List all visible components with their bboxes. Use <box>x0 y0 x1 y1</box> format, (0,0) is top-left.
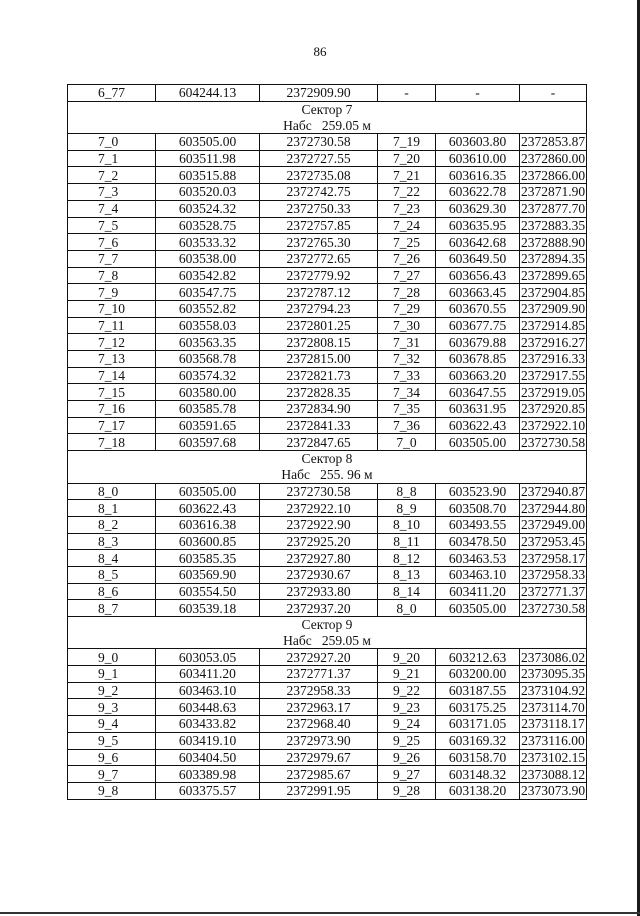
x-coordinate-cell: 603569.90 <box>156 566 260 583</box>
y-coordinate-cell: 2372944.80 <box>520 500 586 516</box>
point-label-cell: 7_13 <box>68 351 156 368</box>
x-coordinate-cell: 603585.35 <box>156 550 260 567</box>
x-coordinate-cell: 603622.43 <box>436 417 520 434</box>
y-coordinate-cell: 2372828.35 <box>260 384 378 401</box>
table-row <box>68 434 587 451</box>
point-label-cell: 8_11 <box>378 533 436 550</box>
point-label-cell: 7_7 <box>68 250 156 267</box>
x-coordinate-cell: 603603.80 <box>436 134 520 151</box>
x-coordinate-cell: 603677.75 <box>436 317 520 334</box>
point-label-cell: 7_3 <box>68 184 156 201</box>
x-coordinate-cell: 603616.35 <box>436 167 520 184</box>
point-label-cell: 8_14 <box>378 583 436 600</box>
point-label-cell: 9_21 <box>378 666 436 683</box>
x-coordinate-cell: 603547.75 <box>156 284 260 301</box>
y-coordinate-cell: 2372933.80 <box>260 583 378 600</box>
x-coordinate-cell: 603505.00 <box>156 483 260 500</box>
x-coordinate-cell: 603463.10 <box>436 566 520 583</box>
x-coordinate-cell: 603542.82 <box>156 267 260 284</box>
point-label-cell: 7_35 <box>378 401 436 418</box>
point-label-cell: 7_18 <box>68 434 156 451</box>
x-coordinate-cell: 603670.55 <box>436 300 520 317</box>
table-row <box>68 384 587 401</box>
point-label-cell: 9_7 <box>68 766 156 783</box>
y-coordinate-cell: 2372899.65 <box>520 267 586 283</box>
x-coordinate-cell: 603649.50 <box>436 250 520 267</box>
y-coordinate-cell: 2372930.67 <box>260 566 378 583</box>
point-label-cell: 7_11 <box>68 317 156 334</box>
x-coordinate-cell: 603679.88 <box>436 334 520 351</box>
point-label-cell: 9_27 <box>378 766 436 783</box>
x-coordinate-cell: 603515.88 <box>156 167 260 184</box>
point-label-cell: 9_1 <box>68 666 156 683</box>
x-coordinate-cell: 603148.32 <box>436 766 520 783</box>
table-row <box>68 600 587 617</box>
point-label-cell: 7_15 <box>68 384 156 401</box>
y-coordinate-cell: 2373095.35 <box>520 666 586 682</box>
table-row <box>68 682 587 699</box>
sector-title: Сектор 8 <box>68 451 587 467</box>
table-row <box>68 334 587 351</box>
y-coordinate-cell: 2372953.45 <box>520 533 586 549</box>
table-row <box>68 566 587 583</box>
y-coordinate-cell: 2372765.30 <box>260 234 378 251</box>
y-coordinate-cell: 2372771.37 <box>260 666 378 683</box>
point-label-cell: 7_27 <box>378 267 436 284</box>
y-coordinate-cell: 2372958.33 <box>260 682 378 699</box>
x-coordinate-cell: 603448.63 <box>156 699 260 716</box>
point-label-cell: 7_22 <box>378 184 436 201</box>
x-coordinate-cell: 603656.43 <box>436 267 520 284</box>
x-coordinate-cell: 603591.65 <box>156 417 260 434</box>
point-label-cell: 7_4 <box>68 200 156 217</box>
x-coordinate-cell: 603568.78 <box>156 351 260 368</box>
y-coordinate-cell: 2372973.90 <box>260 732 378 749</box>
point-label-cell: 7_25 <box>378 234 436 251</box>
table-row <box>68 267 587 284</box>
y-coordinate-cell: 2372916.27 <box>520 334 586 350</box>
y-coordinate-cell: 2372847.65 <box>260 434 378 451</box>
point-label-cell: 9_26 <box>378 749 436 766</box>
point-label-cell: 7_32 <box>378 351 436 368</box>
y-coordinate-cell: 2372894.35 <box>520 251 586 267</box>
x-coordinate-cell: 603463.10 <box>156 682 260 699</box>
point-label-cell: 7_19 <box>378 134 436 151</box>
point-label-cell: 8_6 <box>68 583 156 600</box>
x-coordinate-cell: 603539.18 <box>156 600 260 617</box>
table-row <box>68 367 587 384</box>
point-label-cell: 7_29 <box>378 300 436 317</box>
y-coordinate-cell: 2372730.58 <box>260 483 378 500</box>
x-coordinate-cell: 603493.55 <box>436 516 520 533</box>
point-label-cell: 8_10 <box>378 516 436 533</box>
point-label-cell: 7_9 <box>68 284 156 301</box>
x-coordinate-cell: 603505.00 <box>436 600 520 617</box>
sector-height: Набс 259.05 м <box>68 117 587 133</box>
x-coordinate-cell: 603663.45 <box>436 284 520 301</box>
point-label-cell: 9_5 <box>68 732 156 749</box>
y-coordinate-cell: 2372815.00 <box>260 351 378 368</box>
y-coordinate-cell: 2372909.90 <box>520 301 586 317</box>
x-coordinate-cell: 603463.53 <box>436 550 520 567</box>
y-coordinate-cell: 2373073.90 <box>520 783 586 799</box>
table-row <box>68 483 587 500</box>
sector-height: Набс 255. 96 м <box>68 467 587 483</box>
table-row <box>68 184 587 201</box>
point-label-cell: 9_28 <box>378 782 436 799</box>
point-label-cell: 9_6 <box>68 749 156 766</box>
point-label-cell: 9_4 <box>68 716 156 733</box>
sector-height-row <box>68 467 587 483</box>
y-coordinate-cell: 2372877.70 <box>520 201 586 217</box>
point-label-cell: 7_30 <box>378 317 436 334</box>
x-coordinate-cell: 603171.05 <box>436 716 520 733</box>
point-label-cell: 8_12 <box>378 550 436 567</box>
y-coordinate-cell: 2372917.55 <box>520 368 586 384</box>
y-coordinate-cell: 2372920.85 <box>520 401 586 417</box>
point-label-cell: 9_25 <box>378 732 436 749</box>
y-coordinate-cell: 2372958.17 <box>520 550 586 566</box>
point-label-cell: 7_0 <box>68 134 156 151</box>
x-coordinate-cell: 603533.32 <box>156 234 260 251</box>
y-coordinate-cell: 2372866.00 <box>520 167 586 183</box>
point-label-cell: 7_1 <box>68 150 156 167</box>
point-label-cell: 8_1 <box>68 500 156 517</box>
x-coordinate-cell: 603642.68 <box>436 234 520 251</box>
y-coordinate-cell: 2372730.58 <box>260 134 378 151</box>
x-coordinate-cell: 603635.95 <box>436 217 520 234</box>
table-row <box>68 500 587 517</box>
point-label-cell: 8_9 <box>378 500 436 517</box>
point-label-cell: 8_5 <box>68 566 156 583</box>
y-coordinate-cell: 2372927.20 <box>260 649 378 666</box>
y-coordinate-cell: 2372958.33 <box>520 567 586 583</box>
y-coordinate-cell: 2372925.20 <box>260 533 378 550</box>
sector-height-row <box>68 117 587 133</box>
y-coordinate-cell: 2372834.90 <box>260 401 378 418</box>
page-number: 86 <box>313 44 327 59</box>
point-label-cell: 7_0 <box>378 434 436 451</box>
y-coordinate-cell: 2372730.58 <box>520 434 586 450</box>
x-coordinate-cell: 603524.32 <box>156 200 260 217</box>
y-coordinate-cell: 2372979.67 <box>260 749 378 766</box>
table-row <box>68 134 587 151</box>
x-coordinate-cell: 603574.32 <box>156 367 260 384</box>
y-coordinate-cell: 2372853.87 <box>520 134 586 150</box>
point-label-cell: 7_23 <box>378 200 436 217</box>
point-label-cell: 7_10 <box>68 300 156 317</box>
y-coordinate-cell: 2372922.90 <box>260 516 378 533</box>
y-coordinate-cell: 2372727.55 <box>260 150 378 167</box>
x-coordinate-cell: 603411.20 <box>156 666 260 683</box>
table-row <box>68 217 587 234</box>
table-row <box>68 401 587 418</box>
y-coordinate-cell: 2372963.17 <box>260 699 378 716</box>
x-coordinate-cell: 603200.00 <box>436 666 520 683</box>
point-label-cell: 7_21 <box>378 167 436 184</box>
x-coordinate-cell: 603478.50 <box>436 533 520 550</box>
y-coordinate-cell: 2372841.33 <box>260 417 378 434</box>
point-label-cell: 8_0 <box>68 483 156 500</box>
point-label-cell: - <box>378 85 436 102</box>
y-coordinate-cell: 2372757.85 <box>260 217 378 234</box>
x-coordinate-cell: 603053.05 <box>156 649 260 666</box>
y-coordinate-cell: 2372949.00 <box>520 517 586 533</box>
sector-height-row <box>68 633 587 649</box>
point-label-cell: 9_23 <box>378 699 436 716</box>
y-coordinate-cell: 2373114.70 <box>521 699 585 715</box>
y-coordinate-cell: 2372922.10 <box>520 418 586 434</box>
table-row <box>68 732 587 749</box>
x-coordinate-cell: 603169.32 <box>436 732 520 749</box>
x-coordinate-cell: 603520.03 <box>156 184 260 201</box>
point-label-cell: 7_36 <box>378 417 436 434</box>
y-coordinate-cell: 2372919.05 <box>520 384 586 400</box>
x-coordinate-cell: 603511.98 <box>156 150 260 167</box>
table-row <box>68 200 587 217</box>
x-coordinate-cell: 603631.95 <box>436 401 520 418</box>
y-coordinate-cell: 2372742.75 <box>260 184 378 201</box>
point-label-cell: 7_8 <box>68 267 156 284</box>
y-coordinate-cell: 2372771.37 <box>520 583 586 599</box>
x-coordinate-cell: 603616.38 <box>156 516 260 533</box>
table-row <box>68 766 587 783</box>
table-row <box>68 250 587 267</box>
y-coordinate-cell: 2372914.85 <box>520 317 586 333</box>
y-coordinate-cell: 2372860.00 <box>520 151 586 167</box>
x-coordinate-cell: 603585.78 <box>156 401 260 418</box>
table-row <box>68 716 587 733</box>
point-label-cell: 7_12 <box>68 334 156 351</box>
y-coordinate-cell: 2372937.20 <box>260 600 378 617</box>
y-coordinate-cell: 2372985.67 <box>260 766 378 783</box>
point-label-cell: 9_8 <box>68 782 156 799</box>
table-row <box>68 749 587 766</box>
table-row <box>68 533 587 550</box>
y-coordinate-cell: 2372772.65 <box>260 250 378 267</box>
point-label-cell: 9_20 <box>378 649 436 666</box>
x-coordinate-cell: 603411.20 <box>436 583 520 600</box>
table-row <box>68 583 587 600</box>
table-row <box>68 300 587 317</box>
x-coordinate-cell: 603610.00 <box>436 150 520 167</box>
point-label-cell: 8_8 <box>378 483 436 500</box>
y-coordinate-cell: 2372904.85 <box>520 284 586 300</box>
x-coordinate-cell: 603528.75 <box>156 217 260 234</box>
x-coordinate-cell: 603563.35 <box>156 334 260 351</box>
y-coordinate-cell: 2372821.73 <box>260 367 378 384</box>
scan-edge-bottom <box>0 912 640 914</box>
table-row <box>68 317 587 334</box>
point-label-cell: 7_26 <box>378 250 436 267</box>
point-label-cell: 7_31 <box>378 334 436 351</box>
table-row <box>68 782 587 799</box>
point-label-cell: 9_3 <box>68 699 156 716</box>
x-coordinate-cell: 603558.03 <box>156 317 260 334</box>
x-coordinate-cell: 603580.00 <box>156 384 260 401</box>
point-label-cell: 8_2 <box>68 516 156 533</box>
point-label-cell: 9_0 <box>68 649 156 666</box>
x-coordinate-cell: 603158.70 <box>436 749 520 766</box>
point-label-cell: 8_3 <box>68 533 156 550</box>
y-coordinate-cell: 2372779.92 <box>260 267 378 284</box>
x-coordinate-cell: 603175.25 <box>436 699 520 716</box>
y-coordinate-cell: 2372991.95 <box>260 782 378 799</box>
x-coordinate-cell: 603212.63 <box>436 649 520 666</box>
x-coordinate-cell: 603622.78 <box>436 184 520 201</box>
table-row <box>68 150 587 167</box>
sector-title-row <box>68 101 587 117</box>
x-coordinate-cell: 604244.13 <box>156 85 260 102</box>
sector-height: Набс 259.05 м <box>68 633 587 649</box>
table-row <box>68 351 587 368</box>
x-coordinate-cell: 603138.20 <box>436 782 520 799</box>
x-coordinate-cell: 603187.55 <box>436 682 520 699</box>
y-coordinate-cell: 2373102.15 <box>520 749 586 765</box>
x-coordinate-cell: 603538.00 <box>156 250 260 267</box>
point-label-cell: 7_20 <box>378 150 436 167</box>
y-coordinate-cell: 2372750.33 <box>260 200 378 217</box>
point-label-cell: 7_34 <box>378 384 436 401</box>
x-coordinate-cell: 603647.55 <box>436 384 520 401</box>
x-coordinate-cell: 603505.00 <box>156 134 260 151</box>
y-coordinate-cell: 2373116.00 <box>521 733 585 749</box>
x-coordinate-cell: 603678.85 <box>436 351 520 368</box>
point-label-cell: 7_17 <box>68 417 156 434</box>
y-coordinate-cell: 2372883.35 <box>520 217 586 233</box>
y-coordinate-cell: 2372968.40 <box>260 716 378 733</box>
table-row <box>68 516 587 533</box>
y-coordinate-cell: 2372909.90 <box>260 85 378 102</box>
table-row <box>68 234 587 251</box>
y-coordinate-cell: 2372888.90 <box>520 234 586 250</box>
point-label-cell: 8_13 <box>378 566 436 583</box>
table-row <box>68 85 587 102</box>
point-label-cell: 8_4 <box>68 550 156 567</box>
table-row <box>68 649 587 666</box>
point-label-cell: 7_6 <box>68 234 156 251</box>
y-coordinate-cell: 2372871.90 <box>520 184 586 200</box>
x-coordinate-cell: 603552.82 <box>156 300 260 317</box>
table-row <box>68 550 587 567</box>
sector-title: Сектор 9 <box>68 617 587 633</box>
x-coordinate-cell: 603663.20 <box>436 367 520 384</box>
sector-title-row <box>68 617 587 633</box>
x-coordinate-cell: 603600.85 <box>156 533 260 550</box>
point-label-cell: 7_14 <box>68 367 156 384</box>
y-coordinate-cell: 2372787.12 <box>260 284 378 301</box>
y-coordinate-cell: - <box>520 85 587 102</box>
y-coordinate-cell: 2372730.58 <box>520 600 586 616</box>
y-coordinate-cell: 2372916.33 <box>520 351 586 367</box>
x-coordinate-cell: 603629.30 <box>436 200 520 217</box>
y-coordinate-cell: 2372922.10 <box>260 500 378 517</box>
y-coordinate-cell: 2372808.15 <box>260 334 378 351</box>
x-coordinate-cell: 603505.00 <box>436 434 520 451</box>
y-coordinate-cell: 2373086.02 <box>520 649 586 665</box>
y-coordinate-cell: 2373104.92 <box>520 683 586 699</box>
point-label-cell: 7_28 <box>378 284 436 301</box>
y-coordinate-cell: 2372927.80 <box>260 550 378 567</box>
y-coordinate-cell: 2373118.17 <box>521 716 585 732</box>
x-coordinate-cell: 603419.10 <box>156 732 260 749</box>
point-label-cell: 9_24 <box>378 716 436 733</box>
x-coordinate-cell: 603597.68 <box>156 434 260 451</box>
coordinates-table-body <box>68 85 587 800</box>
x-coordinate-cell: 603389.98 <box>156 766 260 783</box>
table-row <box>68 417 587 434</box>
point-label-cell: 6_77 <box>68 85 156 102</box>
x-coordinate-cell: 603523.90 <box>436 483 520 500</box>
y-coordinate-cell: 2372940.87 <box>520 483 586 499</box>
x-coordinate-cell: 603404.50 <box>156 749 260 766</box>
y-coordinate-cell: 2372735.08 <box>260 167 378 184</box>
sector-title: Сектор 7 <box>68 101 587 117</box>
y-coordinate-cell: 2372801.25 <box>260 317 378 334</box>
point-label-cell: 7_24 <box>378 217 436 234</box>
x-coordinate-cell: 603508.70 <box>436 500 520 517</box>
x-coordinate-cell: 603433.82 <box>156 716 260 733</box>
point-label-cell: 9_22 <box>378 682 436 699</box>
x-coordinate-cell: - <box>436 85 520 102</box>
x-coordinate-cell: 603375.57 <box>156 782 260 799</box>
coordinates-table <box>67 84 587 800</box>
sector-title-row <box>68 451 587 467</box>
x-coordinate-cell: 603622.43 <box>156 500 260 517</box>
y-coordinate-cell: 2373088.12 <box>520 766 586 782</box>
table-row <box>68 699 587 716</box>
point-label-cell: 7_33 <box>378 367 436 384</box>
y-coordinate-cell: 2372794.23 <box>260 300 378 317</box>
table-row <box>68 284 587 301</box>
point-label-cell: 8_7 <box>68 600 156 617</box>
point-label-cell: 7_16 <box>68 401 156 418</box>
point-label-cell: 7_5 <box>68 217 156 234</box>
point-label-cell: 8_0 <box>378 600 436 617</box>
point-label-cell: 7_2 <box>68 167 156 184</box>
table-row <box>68 666 587 683</box>
x-coordinate-cell: 603554.50 <box>156 583 260 600</box>
point-label-cell: 9_2 <box>68 682 156 699</box>
table-row <box>68 167 587 184</box>
